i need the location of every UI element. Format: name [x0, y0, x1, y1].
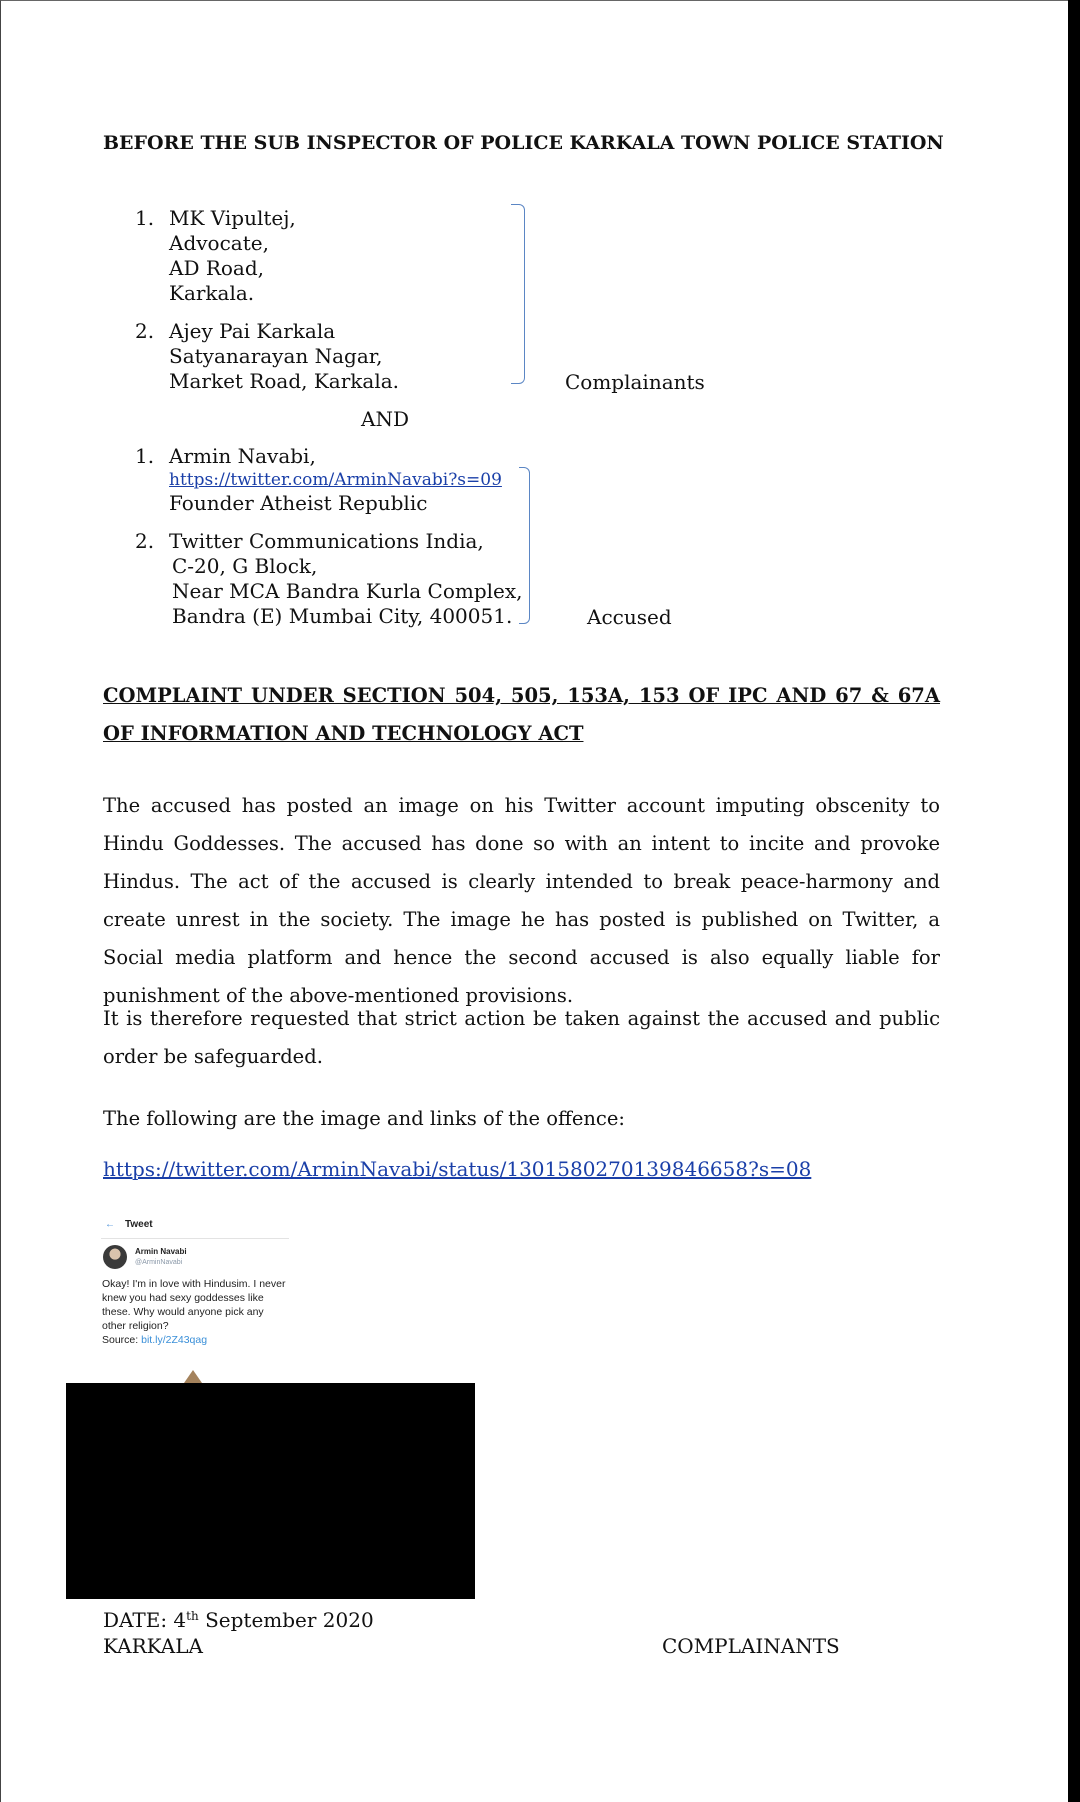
accused-bracket — [519, 467, 530, 624]
complainant-2-number: 2. — [135, 319, 155, 343]
tweet-body-text: Okay! I'm in love with Hindusim. I never knew you had sexy goddesses like these. Why would anyone pick any other religion? — [102, 1278, 286, 1332]
tweet-divider — [101, 1238, 289, 1239]
tweet-header — [105, 1219, 153, 1230]
complainant-1-line: Advocate, — [169, 231, 269, 255]
tweet-source — [102, 1334, 207, 1346]
offence-tweet-link[interactable]: https://twitter.com/ArminNavabi/status/1301580270139846658?s=08 — [103, 1157, 812, 1181]
request-paragraph: It is therefore requested that strict action be taken against the accused and public order be safeguarded. — [103, 1007, 940, 1068]
accused-label: Accused — [587, 605, 672, 629]
tweet-text — [102, 1277, 288, 1347]
complainant-1-line: Karkala. — [169, 281, 255, 305]
complainant-2-line: Market Road, Karkala. — [169, 369, 399, 393]
date-ordinal: th — [186, 1609, 199, 1623]
date-prefix: DATE: 4 — [103, 1608, 187, 1632]
tweet-screenshot — [97, 1211, 292, 1381]
accused-1-twitter-link[interactable]: https://twitter.com/ArminNavabi?s=09 — [169, 470, 502, 490]
and-separator: AND — [361, 407, 409, 431]
image-top-fragment — [184, 1370, 202, 1383]
accused-1-number: 1. — [135, 444, 155, 468]
complainant-2-line: Ajey Pai Karkala — [169, 319, 336, 343]
accused-2-line: Twitter Communications India, — [169, 529, 484, 553]
complainants-label: Complainants — [565, 370, 705, 394]
offence-intro-paragraph: The following are the image and links of the offence: — [103, 1107, 625, 1130]
accused-1-name: Armin Navabi, — [169, 444, 316, 468]
tweet-source-link[interactable]: bit.ly/2Z43qag — [141, 1334, 208, 1346]
complainant-1-number: 1. — [135, 206, 155, 230]
tweet-author-handle: @ArminNavabi — [135, 1259, 183, 1266]
back-arrow-icon: ← — [105, 1219, 115, 1230]
signatory-label: COMPLAINANTS — [662, 1634, 840, 1658]
complainant-1-line: MK Vipultej, — [169, 206, 296, 230]
redacted-image — [66, 1383, 475, 1599]
complainant-2-line: Satyanarayan Nagar, — [169, 344, 383, 368]
accused-2-line: Near MCA Bandra Kurla Complex, — [172, 579, 523, 603]
complaint-paragraph: The accused has posted an image on his Twitter account imputing obscenity to Hindu Goddesses. The accused has done so with an intent to incite and provoke Hindus. The act of the accused is clearly intended to break peace-harmony and create unrest in the society. The image he has posted is published on Twitter, a Social media platform and hence the second accused is also equally liable for punishment of the above-mentioned provisions. — [103, 794, 940, 1007]
accused-2-number: 2. — [135, 529, 155, 553]
accused-2-line: C-20, G Block, — [172, 554, 318, 578]
avatar — [103, 1245, 127, 1269]
document-heading: BEFORE THE SUB INSPECTOR OF POLICE KARKALA TOWN POLICE STATION — [103, 132, 944, 154]
tweet-author-name: Armin Navabi — [135, 1247, 187, 1256]
tweet-header-label: Tweet — [125, 1219, 153, 1230]
complaint-section-title: COMPLAINT UNDER SECTION 504, 505, 153A, 153 OF IPC AND 67 & 67A OF INFORMATION AND TECHNOLOGY ACT — [103, 684, 940, 745]
complainants-bracket — [511, 204, 525, 384]
date-suffix: September 2020 — [198, 1608, 374, 1632]
complainant-1-line: AD Road, — [169, 256, 265, 280]
accused-2-line: Bandra (E) Mumbai City, 400051. — [172, 604, 513, 628]
tweet-source-label: Source: — [102, 1334, 139, 1346]
place-label: KARKALA — [103, 1634, 203, 1658]
accused-1-line: Founder Atheist Republic — [169, 491, 428, 515]
date-line — [103, 1608, 374, 1632]
